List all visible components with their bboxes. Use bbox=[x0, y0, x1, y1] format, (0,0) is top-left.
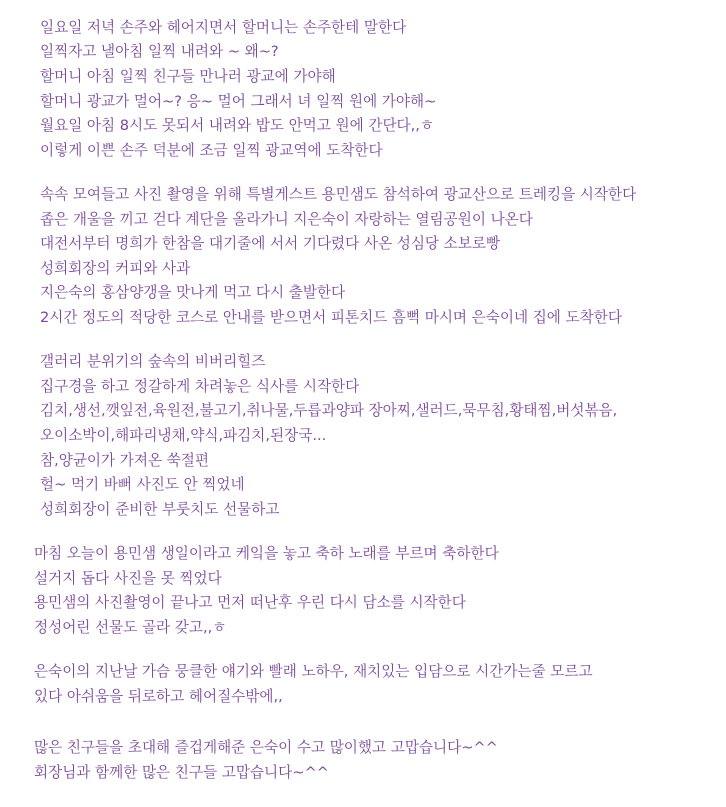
text-line: 일찍자고 낼아침 일찍 내려와 ~ 왜~? bbox=[40, 43, 279, 60]
text-line: 김치,생선,깻잎전,육원전,불고기,취나물,두릅과양파 장아찌,샐러드,묵무침,황태찜,버섯볶음, bbox=[40, 402, 618, 419]
text-line: 일요일 저녁 손주와 헤어지면서 할머니는 손주한테 말한다 bbox=[40, 19, 407, 36]
text-line: 많은 친구들을 초대해 즐겁게해준 은숙이 수고 많이했고 고맙습니다~^^ bbox=[34, 739, 498, 756]
text-line: 지은숙의 홍삼양갱을 맛나게 먹고 다시 출발한다 bbox=[40, 284, 346, 301]
text-line: 이렇게 이쁜 손주 덕분에 조금 일찍 광교역에 도착한다 bbox=[40, 142, 383, 159]
text-line: 은숙이의 지난날 가슴 뭉클한 얘기와 빨래 노하우, 재치있는 입담으로 시간가는줄 모르고 bbox=[34, 663, 593, 680]
text-line: 2시간 정도의 적당한 코스로 안내를 받으면서 피톤치드 흠뻑 마시며 은숙이네 집에 도착한다 bbox=[40, 309, 622, 326]
text-line: 있다 아쉬움을 뒤로하고 헤어질수밖에,, bbox=[34, 688, 283, 705]
text-line: 마침 오늘이 용민샘 생일이라고 케잌을 놓고 축하 노래를 부르며 축하한다 bbox=[34, 545, 499, 562]
text-line: 대전서부터 명희가 한참을 대기줄에 서서 기다렸다 사온 성심당 소보로빵 bbox=[40, 235, 501, 252]
text-line: 참,양균이가 가져온 쑥절편 bbox=[40, 452, 209, 469]
text-line: 성희회장이 준비한 부룻치도 선물하고 bbox=[40, 501, 280, 518]
text-line: 성희회장의 커피와 사과 bbox=[40, 260, 191, 277]
text-line: 갤러리 분위기의 숲속의 비버리힐즈 bbox=[40, 353, 266, 370]
text-line: 할머니 광교가 멀어~? 응~ 멀어 그래서 녀 일찍 원에 가야해~ bbox=[40, 93, 437, 110]
text-line: 월요일 아침 8시도 못되서 내려와 밥도 안먹고 원에 간단다,,ㅎ bbox=[40, 117, 435, 134]
text-line: 용민샘의 사진촬영이 끝나고 먼저 떠난후 우린 다시 담소를 시작한다 bbox=[34, 594, 466, 611]
text-line: 좁은 개울을 끼고 걷다 계단을 올라가니 지은숙이 자랑하는 열림공원이 나온다 bbox=[40, 211, 533, 228]
text-line: 회장님과 함께한 많은 친구들 고맙습니다~^^ bbox=[34, 764, 329, 781]
text-line: 오이소박이,해파리냉채,약식,파김치,된장국... bbox=[40, 427, 327, 444]
text-line: 할머니 아침 일찍 친구들 만나러 광교에 가야해 bbox=[40, 68, 336, 85]
text-line: 설거지 돕다 사진을 못 찍었다 bbox=[34, 570, 222, 587]
text-line: 집구경을 하고 정갈하게 차려놓은 식사를 시작한다 bbox=[40, 378, 360, 395]
text-line: 헐~ 먹기 바뻐 사진도 안 찍었네 bbox=[40, 476, 245, 493]
text-line: 정성어린 선물도 골라 갖고,,ㅎ bbox=[34, 619, 227, 636]
text-line: 속속 모여들고 사진 촬영을 위해 특별게스트 용민샘도 참석하여 광교산으로 트레킹을 시작한다 bbox=[40, 186, 637, 203]
